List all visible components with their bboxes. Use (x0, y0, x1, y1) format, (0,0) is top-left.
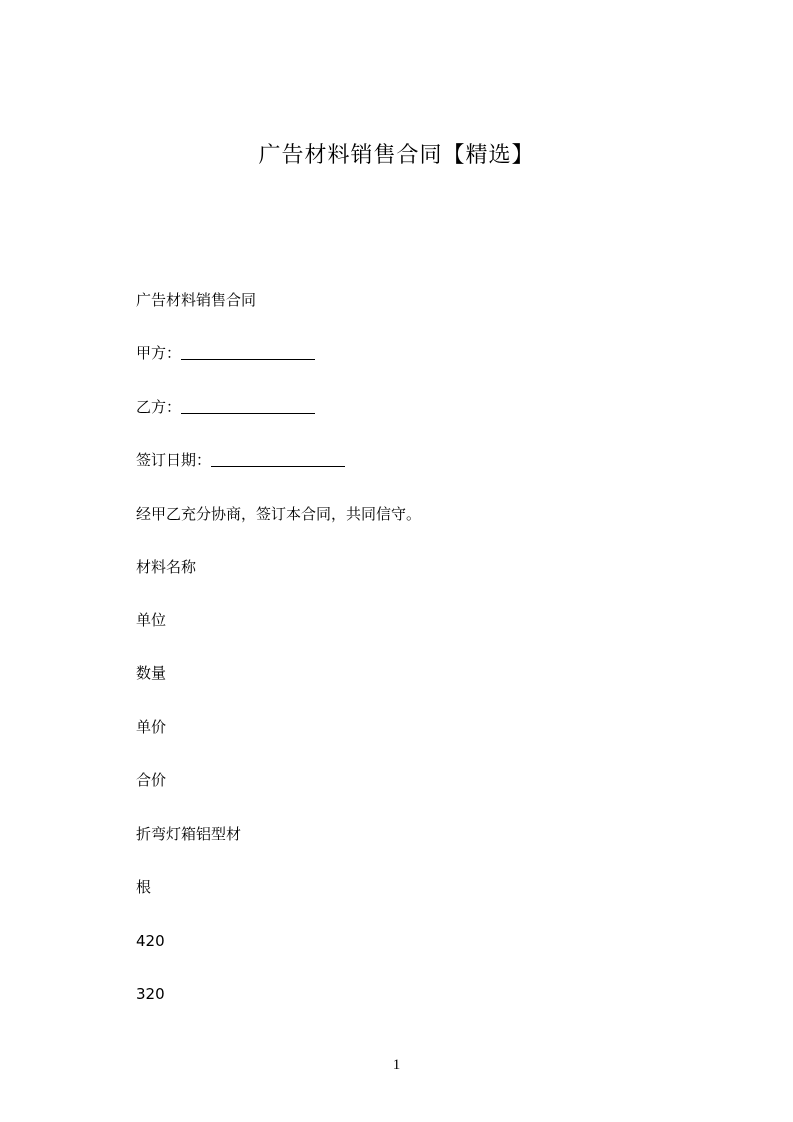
party-a-blank (181, 343, 315, 360)
item-unit: 根 (136, 878, 152, 896)
item-name: 折弯灯箱铝型材 (136, 825, 242, 843)
item-unit-price: 320 (136, 985, 165, 1003)
header-quantity: 数量 (136, 664, 167, 682)
party-b-label: 乙方： (136, 398, 182, 416)
document-title: 广告材料销售合同【精选】 (258, 143, 535, 168)
sign-date-label: 签订日期： (136, 451, 212, 469)
page-number: 1 (392, 1057, 401, 1073)
header-unit: 单位 (136, 611, 167, 629)
sign-date-blank (211, 450, 345, 467)
party-b-blank (181, 397, 315, 414)
item-quantity: 420 (136, 932, 165, 950)
party-a-line (136, 341, 315, 365)
agreement-statement: 经甲乙充分协商，签订本合同，共同信守。 (136, 505, 422, 523)
header-unit-price: 单价 (136, 718, 167, 736)
header-material-name: 材料名称 (136, 558, 197, 576)
header-total-price: 合价 (136, 771, 167, 789)
contract-name: 广告材料销售合同 (136, 291, 257, 309)
party-a-label: 甲方： (136, 344, 182, 362)
party-b-line (136, 395, 315, 419)
sign-date-line (136, 448, 345, 472)
